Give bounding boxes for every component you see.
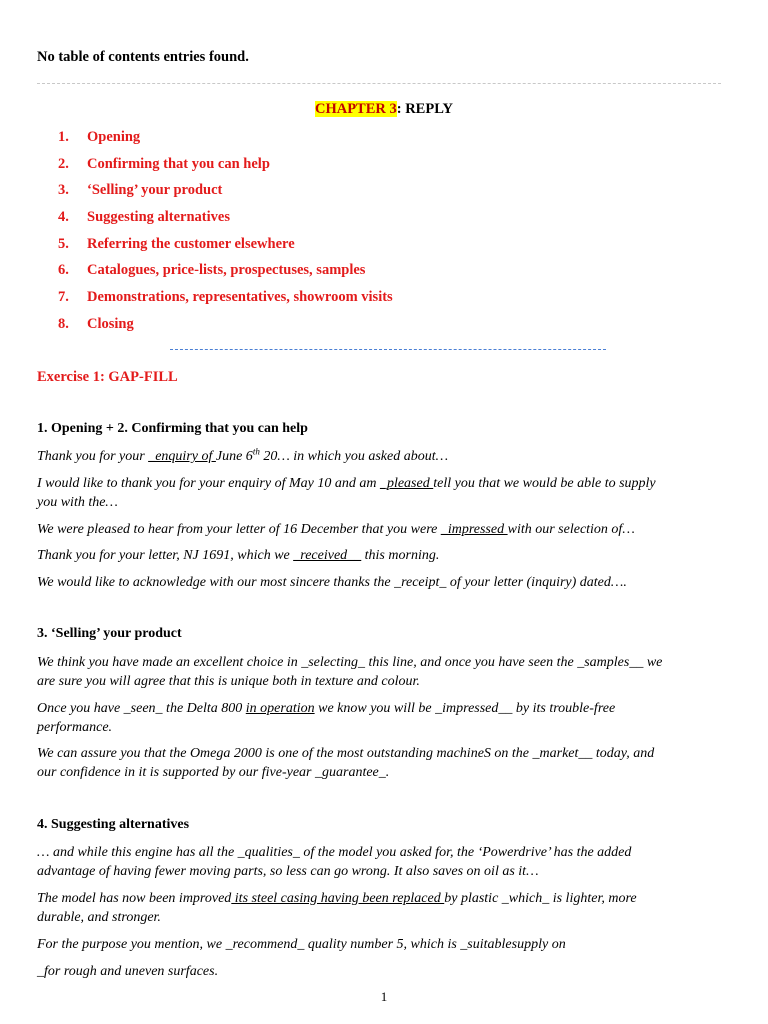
- contents-item: 3. ‘Selling’ your product: [58, 182, 223, 199]
- sentence: For the purpose you mention, we _recommend_ quality number 5, which is _suitablesupply on: [37, 937, 566, 952]
- toc-note: No table of contents entries found.: [37, 49, 249, 65]
- sentence: We would like to acknowledge with our most sincere thanks the _receipt_ of your letter (inquiry) dated….: [37, 575, 627, 590]
- divider-blue: [170, 349, 606, 350]
- sentence: We were pleased to hear from your letter of 16 December that you were _impressed with our selection of…: [37, 522, 635, 537]
- gap-answer: _enquiry of: [148, 449, 216, 464]
- underlined-phrase: its steel casing having been replaced: [231, 891, 445, 906]
- sentence-continued: are sure you will agree that this is unique both in texture and colour.: [37, 674, 420, 689]
- sentence: Thank you for your _enquiry of June 6th 20… in which you asked about…: [37, 446, 449, 464]
- chapter-rest: : REPLY: [396, 101, 454, 117]
- divider-top: [37, 83, 721, 84]
- sentence-continued: advantage of having fewer moving parts, so less can go wrong. It also saves on oil as it…: [37, 864, 539, 879]
- contents-item: 6. Catalogues, price-lists, prospectuses, samples: [58, 262, 366, 279]
- chapter-title: [0, 101, 768, 118]
- exercise-title: Exercise 1: GAP-FILL: [37, 369, 178, 385]
- sentence-continued: durable, and stronger.: [37, 910, 161, 925]
- sentence-continued: _for rough and uneven surfaces.: [37, 964, 219, 979]
- page-number: 1: [380, 989, 388, 1004]
- contents-item: 5. Referring the customer elsewhere: [58, 235, 295, 252]
- sentence: The model has now been improved its steel casing having been replaced by plastic _which_ is lighter, more: [37, 891, 637, 906]
- sentence: We think you have made an excellent choice in _selecting_ this line, and once you have seen the _samples__ we: [37, 655, 663, 670]
- sentence: I would like to thank you for your enquiry of May 10 and am _pleased tell you that we would be able to supply: [37, 476, 656, 491]
- gap-answer: _pleased: [379, 476, 434, 491]
- contents-item: 7. Demonstrations, representatives, showroom visits: [58, 289, 393, 306]
- contents-item: 4. Suggesting alternatives: [58, 209, 230, 226]
- section-heading-opening: 1. Opening + 2. Confirming that you can help: [37, 421, 308, 436]
- sentence-continued: our confidence in it is supported by our five-year _guarantee_.: [37, 765, 390, 780]
- sentence: Once you have _seen_ the Delta 800 in operation we know you will be _impressed__ by its trouble-free: [37, 701, 616, 716]
- section-heading-alternatives: 4. Suggesting alternatives: [37, 817, 190, 832]
- gap-answer: _received__: [293, 548, 362, 563]
- contents-item: 2. Confirming that you can help: [58, 155, 270, 172]
- underlined-phrase: in operation: [245, 701, 315, 716]
- sentence-continued: you with the…: [37, 495, 118, 510]
- section-heading-selling: 3. ‘Selling’ your product: [37, 626, 182, 641]
- chapter-label: CHAPTER 3: [314, 101, 397, 117]
- contents-item: 1. Opening: [58, 129, 141, 145]
- contents-item: 8. Closing: [58, 315, 134, 332]
- sentence: We can assure you that the Omega 2000 is one of the most outstanding machineS on the _market__ today, and: [37, 746, 655, 761]
- sentence-continued: performance.: [37, 720, 113, 735]
- sentence: … and while this engine has all the _qualities_ of the model you asked for, the ‘Powerdrive’ has the added: [37, 845, 632, 860]
- sentence: Thank you for your letter, NJ 1691, which we _received__ this morning.: [37, 548, 440, 563]
- gap-answer: _impressed: [440, 522, 508, 537]
- contents-list: [58, 127, 393, 341]
